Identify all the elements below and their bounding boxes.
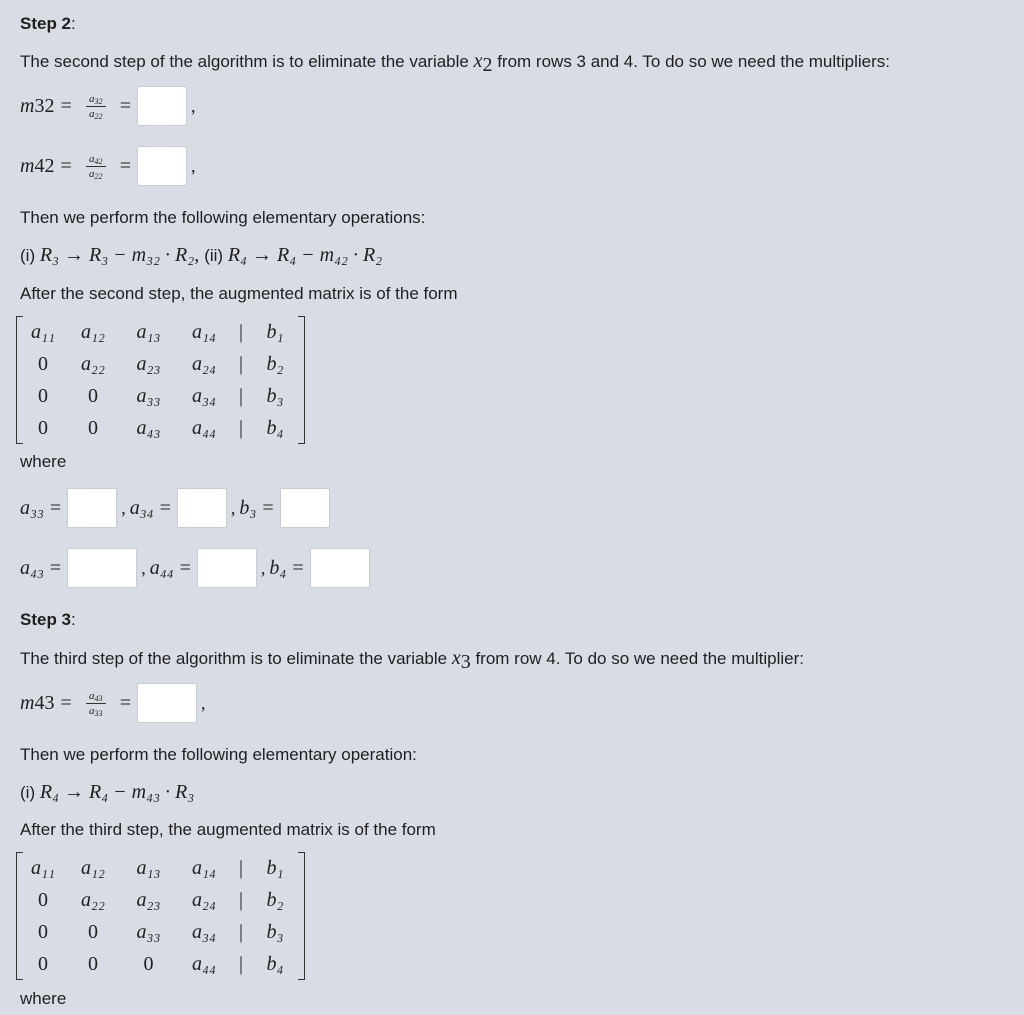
m42-fraction: $\frac{a_{42}}{a_{22}}$	[86, 153, 106, 180]
step2-cell: a₁₁	[31, 320, 55, 343]
step2-cell: 0	[38, 416, 48, 439]
step2-cell: 0	[88, 416, 98, 439]
step3-operation: (i) R₄ → R₄ − m₄₃ · R₃	[20, 781, 195, 803]
step2-row-2	[20, 348, 299, 380]
step3-where: where	[20, 989, 67, 1008]
step3-cell: b₄	[266, 952, 284, 975]
step2-operations: (i) R₃ → R₃ − m₃₂ · R₂, (ii) R₄ → R₄ − m₄₂ · R₂	[20, 244, 383, 266]
step3-cell: |	[238, 856, 243, 879]
step2-cell: |	[238, 352, 243, 375]
step2-cell: b₁	[266, 320, 284, 343]
row3-entries: a₃₃ = , a₃₄ = , b₃ =	[20, 488, 330, 528]
step2-heading: Step 2:	[20, 14, 76, 33]
step3-row-4	[20, 948, 299, 980]
step3-cell: a₂₄	[192, 888, 216, 911]
step2-ops-intro: Then we perform the following elementary operations:	[20, 208, 426, 227]
m42-equation: m 42 = $\frac{a_{42}}{a_{22}}$ = ,	[20, 146, 200, 186]
step2-cell: b₂	[266, 352, 284, 375]
step3-cell: a₁₄	[192, 856, 216, 879]
step3-cell: |	[238, 952, 243, 975]
step2-row-4	[20, 412, 299, 444]
step3-cell: 0	[88, 952, 98, 975]
step3-cell: a₃₄	[192, 920, 216, 943]
step3-cell: 0	[143, 952, 154, 975]
a44-input[interactable]	[197, 548, 257, 588]
step3-cell: a₂₃	[136, 888, 161, 911]
m43-input[interactable]	[137, 683, 197, 723]
step3-augmented-matrix	[20, 852, 299, 980]
step2-cell: |	[238, 384, 243, 407]
step3-after: After the third step, the augmented matrix is of the form	[20, 820, 436, 839]
m43-fraction: $\frac{a_{43}}{a_{33}}$	[86, 690, 106, 717]
step2-after: After the second step, the augmented matrix is of the form	[20, 284, 458, 303]
a33-input[interactable]	[67, 488, 117, 528]
step2-cell: a₁₄	[192, 320, 216, 343]
step3-cell: a₁₃	[136, 856, 161, 879]
step2-cell: a₁₃	[136, 320, 161, 343]
step2-cell: 0	[38, 352, 48, 375]
step2-row-1	[20, 316, 299, 348]
row4-entries: a₄₃ = , a₄₄ = , b₄ =	[20, 548, 370, 588]
step3-row-1	[20, 852, 299, 884]
m42-input[interactable]	[137, 146, 187, 186]
step2-cell: a₄₄	[192, 416, 216, 439]
step2-where: where	[20, 452, 67, 471]
step2-cell: a₂₄	[192, 352, 216, 375]
step2-cell: a₁₂	[81, 320, 105, 343]
step3-row-3	[20, 916, 299, 948]
step2-cell: b₄	[266, 416, 284, 439]
b3-input[interactable]	[280, 488, 330, 528]
step3-cell: 0	[38, 920, 48, 943]
step2-cell: 0	[38, 384, 48, 407]
m32-input[interactable]	[137, 86, 187, 126]
a34-input[interactable]	[177, 488, 227, 528]
m32-fraction: $\frac{a_{32}}{a_{22}}$	[86, 93, 106, 120]
step3-cell: a₁₁	[31, 856, 55, 879]
step3-cell: b₁	[266, 856, 284, 879]
step3-cell: b₃	[266, 920, 284, 943]
step2-row-3	[20, 380, 299, 412]
step3-cell: a₁₂	[81, 856, 105, 879]
step3-cell: a₃₃	[136, 920, 161, 943]
step2-cell: 0	[88, 384, 98, 407]
a43-input[interactable]	[67, 548, 137, 588]
step3-cell: a₂₂	[81, 888, 105, 911]
step2-cell: |	[238, 416, 243, 439]
step2-cell: a₂₂	[81, 352, 105, 375]
step2-cell: a₃₃	[136, 384, 161, 407]
step3-intro: The third step of the algorithm is to eliminate the variable $x_3$ from row 4. To do so we need the multiplier:	[20, 647, 804, 673]
step2-cell: |	[238, 320, 243, 343]
step2-cell: b₃	[266, 384, 284, 407]
step3-cell: 0	[38, 888, 48, 911]
step3-cell: 0	[88, 920, 98, 943]
step3-heading: Step 3:	[20, 610, 76, 629]
step2-cell: a₃₄	[192, 384, 216, 407]
step2-augmented-matrix	[20, 316, 299, 444]
step3-cell: |	[238, 920, 243, 943]
step2-cell: a₂₃	[136, 352, 161, 375]
step3-cell: b₂	[266, 888, 284, 911]
step2-cell: a₄₃	[136, 416, 161, 439]
step3-row-2	[20, 884, 299, 916]
step3-cell: a₄₄	[192, 952, 216, 975]
step2-intro: The second step of the algorithm is to eliminate the variable $x_2$ from rows 3 and 4. To do so we need the multipliers:	[20, 50, 890, 76]
step3-cell: 0	[38, 952, 48, 975]
m32-equation: m 32 = $\frac{a_{32}}{a_{22}}$ = ,	[20, 86, 200, 126]
m43-equation: m 43 = $\frac{a_{43}}{a_{33}}$ = ,	[20, 683, 210, 723]
step3-cell: |	[238, 888, 243, 911]
b4-input[interactable]	[310, 548, 370, 588]
step3-ops-intro: Then we perform the following elementary operation:	[20, 745, 417, 764]
